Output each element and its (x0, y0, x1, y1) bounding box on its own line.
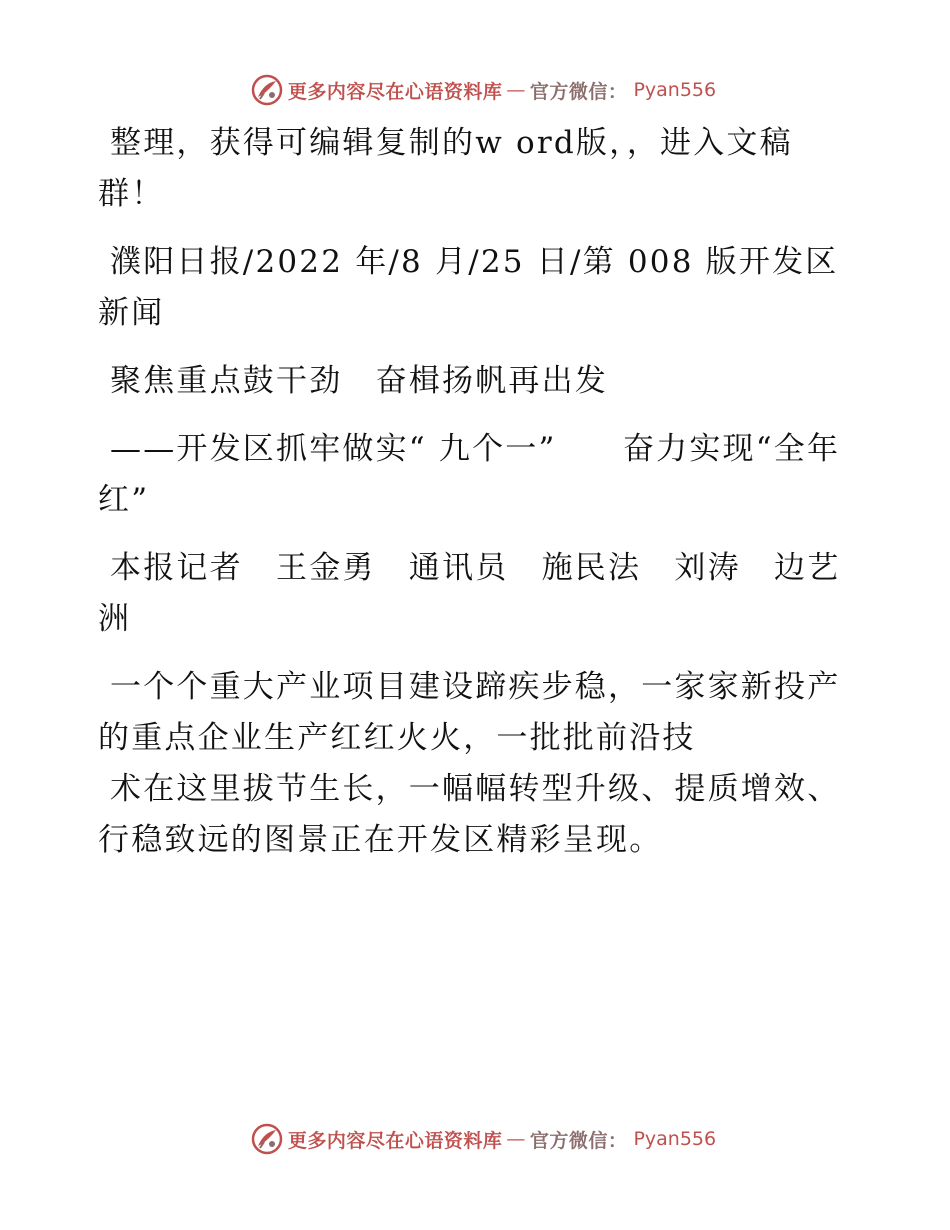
banner-separator: — (506, 79, 526, 101)
banner-wechat-label: 官方微信： (529, 1129, 628, 1152)
document-body (98, 118, 858, 883)
subheadline: ——开发区抓牢做实“ 九个一” 奋力实现“全年红” (98, 431, 841, 518)
paragraph-source: 濮阳日报/2022 年/8 月/25 日/第 008 版开发区新闻 (98, 244, 839, 331)
header-banner (0, 70, 950, 110)
headline: 聚焦重点鼓干劲 奋楫扬帆再出发 (110, 363, 608, 399)
ink-pen-logo-icon (250, 73, 284, 107)
paragraph-body-2: 术在这里拔节生长，一幅幅转型升级、提质增效、行稳致远的图景正在开发区精彩呈现。 (98, 771, 841, 858)
ink-pen-logo-icon (250, 1122, 284, 1156)
footer-banner (0, 1119, 950, 1159)
banner-inner (250, 1122, 716, 1156)
banner-wechat-label: 官方微信： (529, 80, 628, 103)
banner-separator: — (506, 1128, 526, 1150)
banner-site-name: 更多内容尽在心语资料库 (287, 80, 503, 103)
banner-wechat-id: Pyan556 (633, 79, 717, 101)
banner-wechat-id: Pyan556 (633, 1128, 717, 1150)
paragraph-body-1: 一个个重大产业项目建设蹄疾步稳，一家家新投产的重点企业生产红红火火，一批批前沿技 (98, 669, 841, 756)
banner-inner (250, 73, 716, 107)
byline: 本报记者 王金勇 通讯员 施民法 刘涛 边艺洲 (98, 550, 841, 637)
banner-site-name: 更多内容尽在心语资料库 (287, 1129, 503, 1152)
paragraph-note: 整理，获得可编辑复制的w ord版，，进入文稿群！ (98, 125, 793, 212)
